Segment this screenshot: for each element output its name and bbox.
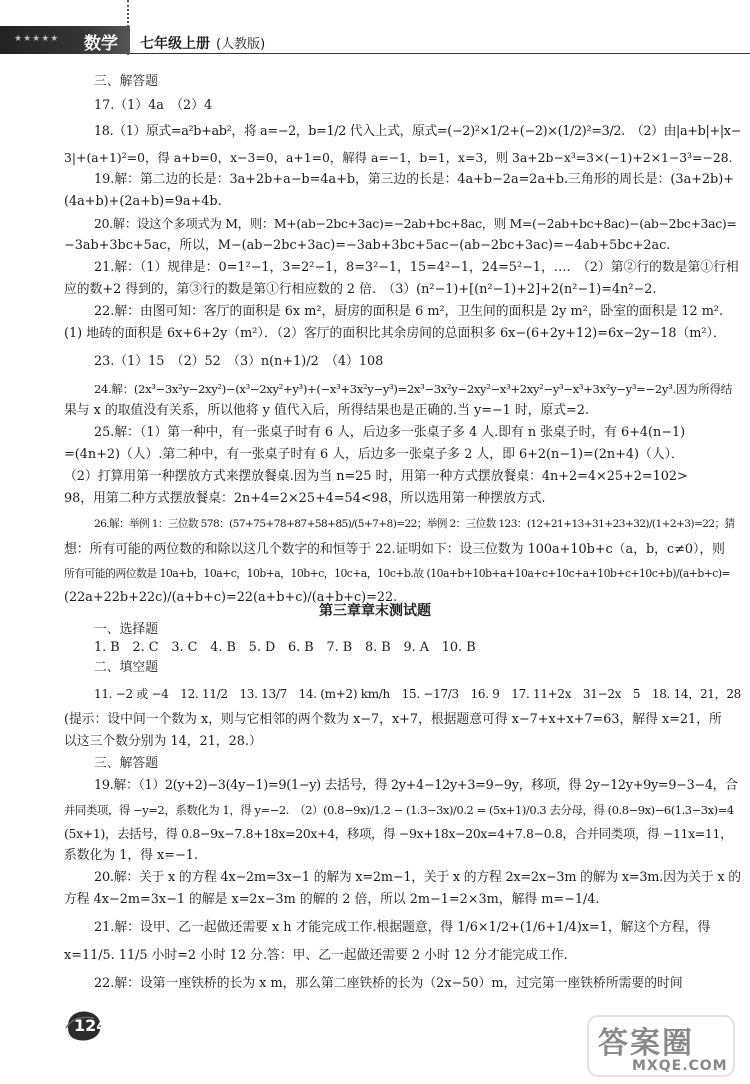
watermark-url: MXQE.COM (632, 1058, 728, 1074)
section-heading: 三、解答题 (94, 74, 158, 89)
text-line: (4a+b)+(2a+b)=9a+4b. (64, 194, 222, 209)
text-line: 98，用第二种方式摆放餐桌：2n+4=2×25+4=54<98，所以选用第一种摆放方式. (64, 491, 546, 506)
chapter-title: 第三章章末测试题 (319, 603, 431, 619)
text-line: 17.（1）4a （2）4 (94, 98, 213, 113)
text-line: 21.解：设甲、乙一起做还需要 x h 才能完成工作.根据题意，得 1/6×1/2+(1/6+1/4)x=1，解这个方程，得 (94, 920, 711, 935)
header-subject: 数学 (84, 34, 118, 54)
text-line: 应的数+2 得到的，第③行的数是第①行相应数的 2 倍. （3）(n²−1)+[(n²−1)+2]+2(n²−1)=4n²−2. (64, 282, 657, 297)
text-line: −3ab+3bc+5ac，所以，M−(ab−2bc+3ac)=−3ab+3bc+5ac−(ab−2bc+3ac)=−4ab+5bc+2ac. (64, 238, 671, 253)
text-line: 20.解：设这个多项式为 M，则：M+(ab−2bc+3ac)=−2ab+bc+8ac，则 M=(−2ab+bc+8ac)−(ab−2bc+3ac)= (94, 216, 737, 231)
text-line: 11. −2 或 −4 12. 11/2 13. 13/7 14. (m+2) km/h 15. −17/3 16. 9 17. 11+2x 31−2x 5 18. 14，21，28 (94, 687, 741, 701)
text-line: 21.解：（1）规律是：0=1²−1，3=2²−1，8=3²−1，15=4²−1，24=5²−1，…. （2）第②行的数是第①行相 (94, 260, 739, 275)
text-line: 系数化为 1，得 x=−1. (64, 848, 198, 863)
text-line: 24.解：(2x³−3x²y−2xy²)−(x³−2xy²+y³)+(−x³+3x²y−y³)=2x³−3x²y−2xy²−x³+2xy²−y³−x³+3x²y−y³=−2y³.因为所得结 (94, 382, 732, 396)
section-heading: 二、填空题 (94, 660, 158, 675)
text-line: 以这三个数分别为 14，21，28.） (64, 734, 262, 749)
text-line: 18.（1）原式=a²b+ab²，将 a=−2，b=1/2 代入上式，原式=(−2)²×1/2+(−2)×(1/2)²=3/2. （2）由|a+b|+|x− (94, 124, 742, 139)
text-line: 3|+(a+1)²=0，得 a+b=0，x−3=0，a+1=0，解得 a=−1，b=1，x=3，则 3a+2b−x³=3×(−1)+2×1−3³=−28. (64, 150, 733, 165)
header-rule (130, 53, 750, 54)
text-line: 26.解：举例 1：三位数 578：(57+75+78+87+58+85)/(5+7+8)=22；举例 2：三位数 123：(12+21+13+31+23+32)/(1+2+3)=22；猜 (94, 518, 735, 530)
text-line: 果与 x 的取值没有关系，所以他将 y 值代入后，所得结果也是正确的.当 y=−1 时，原式=2. (64, 403, 589, 418)
text-line: 想：所有可能的两位数的和除以这几个数字的和恒等于 22.证明如下：设三位数为 100a+10b+c（a，b，c≠0），则 (64, 542, 725, 557)
text-line: 22.解：设第一座铁桥的长为 x m，那么第二座铁桥的长为（2x−50）m，过完第一座铁桥所需要的时间 (94, 976, 683, 991)
page-number: 124 (74, 1016, 108, 1035)
text-line: x=11/5. 11/5 小时=2 小时 12 分.答：甲、乙一起做还需要 2 小时 12 分才能完成工作. (64, 948, 568, 963)
section-heading: 一、选择题 (94, 622, 158, 637)
text-line: 1. B 2. C 3. C 4. B 5. D 6. B 7. B 8. B 9. A 10. B (94, 640, 476, 655)
text-line: 19.解：（1）2(y+2)−3(4y−1)=9(1−y) 去括号，得 2y+4−12y+3=9−9y，移项，得 2y−12y+9y=9−3−4，合 (94, 778, 738, 793)
text-line: 19.解：第二边的长是：3a+2b+a−b=4a+b，第三边的长是：4a+b−2a=2a+b.三角形的周长是：(3a+2b)+ (94, 172, 734, 187)
text-line: (22a+22b+22c)/(a+b+c)=22(a+b+c)/(a+b+c)=22. (64, 590, 398, 605)
header-stars: ★★★★★ (14, 34, 60, 44)
text-line: 23.（1）15 （2）52 （3）n(n+1)/2 （4）108 (94, 354, 384, 369)
section-heading: 三、解答题 (94, 756, 158, 771)
header-title (140, 33, 265, 53)
watermark-text: 答案圈 (598, 1026, 694, 1061)
text-line: 25.解：（1）第一种中，有一张桌子时有 6 人，后边多一张桌子多 4 人.即有 n 张桌子时，有 6+4(n−1) (94, 425, 686, 440)
text-line: (5x+1)，去括号，得 0.8−9x−7.8+18x=20x+4，移项，得 −9x+18x−20x=4+7.8−0.8，合并同类项，得 −11x=11， (64, 826, 733, 841)
page-header (0, 0, 750, 60)
text-line: （2）打算用第一种摆放方式来摆放餐桌.因为当 n=25 时，用第一种方式摆放餐桌：4n+2=4×25+2=102> (64, 469, 688, 484)
text-line: (1) 地砖的面积是 6x+6+2y（m²）．（2）客厅的面积比其余房间的总面积多 6x−(6+2y+12)=6x−2y−18（m²）． (64, 326, 726, 341)
text-line: 20.解：关于 x 的方程 4x−2m=3x−1 的解为 x=2m−1，关于 x 的方程 2x=2x−3m 的解为 x=3m.因为关于 x 的 (94, 870, 741, 885)
text-line: =(4n+2)（人）.第二种中，有一张桌子时有 6 人，后边多一张桌子多 2 人，即 6+2(n−1)=(2n+4)（人）． (64, 447, 684, 462)
book-title: 七年级上册 (140, 36, 210, 52)
text-line: (提示：设中间一个数为 x，则与它相邻的两个数为 x−7，x+7，根据题意可得 x−7+x+x+7=63，解得 x=21，所 (64, 712, 722, 727)
book-edition: (人教版) (216, 37, 266, 52)
text-line: 方程 4x−2m=3x−1 的解是 x=2x−3m 的解的 2 倍，所以 2m−1=2×3m，解得 m=−1/4. (64, 892, 600, 907)
text-line: 所有可能的两位数是 10a+b，10a+c，10b+a，10b+c，10c+a，10c+b.故 (10a+b+10b+a+10a+c+10c+a+10b+c+10c+b)/(a+b+c)= (64, 567, 731, 580)
text-line: 并同类项，得 −y=2，系数化为 1，得 y=−2. （2）(0.8−9x)/1.2 − (1.3−3x)/0.2 = (5x+1)/0.3 去分母，得 (0.8−9x)−6(1.3−3x)=4 (64, 803, 734, 817)
text-line: 22.解：由图可知：客厅的面积是 6x m²，厨房的面积是 6 m²，卫生间的面积是 2y m²，卧室的面积是 12 m². (94, 304, 724, 319)
